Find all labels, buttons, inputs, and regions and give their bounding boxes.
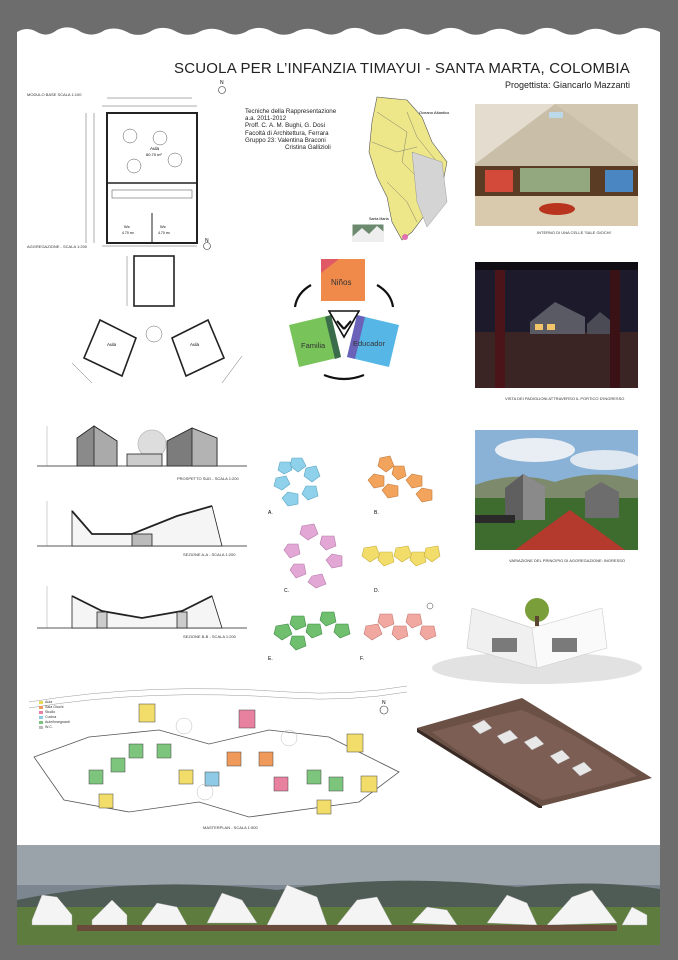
elevations-sections bbox=[32, 416, 247, 638]
night-photo bbox=[475, 262, 638, 388]
caption-aggregation: AGGREGAZIONE - SCALA 1:200 bbox=[27, 244, 88, 249]
variant-a bbox=[274, 458, 320, 506]
panorama-render bbox=[17, 845, 660, 945]
caption-interior: INTERNO DI UNA CELLE 'SALE GIOCHI' bbox=[537, 230, 612, 235]
variant-b bbox=[368, 456, 432, 502]
svg-text:4.70 m²: 4.70 m² bbox=[122, 231, 134, 235]
svg-text:Aula: Aula bbox=[107, 342, 117, 347]
aggregation-plan bbox=[62, 238, 257, 393]
svg-text:Wc: Wc bbox=[124, 224, 130, 229]
masterplan-legend: Aula Sala Giochi Studio Cucina Aule/Insegnanti W.C. bbox=[39, 700, 70, 730]
svg-text:Aula: Aula bbox=[150, 146, 160, 151]
familia-label: Familia bbox=[301, 341, 326, 350]
svg-text:Santa Marta: Santa Marta bbox=[369, 217, 389, 221]
caption-south: PROSPETTO SUD - SCALA 1:200 bbox=[177, 476, 239, 481]
svg-text:F.: F. bbox=[360, 656, 364, 662]
concept-diagram bbox=[269, 255, 419, 385]
torn-edge bbox=[17, 26, 660, 46]
educador-label: Educador bbox=[353, 339, 386, 348]
svg-text:Oceano Atlantico: Oceano Atlantico bbox=[419, 110, 450, 115]
svg-text:A.: A. bbox=[268, 510, 273, 516]
caption-module: MODULO BASE SCALA 1:100 bbox=[27, 92, 82, 97]
svg-text:N: N bbox=[382, 700, 386, 706]
svg-text:C.: C. bbox=[284, 588, 289, 594]
location-map bbox=[347, 92, 457, 242]
svg-text:E.: E. bbox=[268, 656, 273, 662]
svg-text:Aula: Aula bbox=[190, 342, 200, 347]
svg-text:4.70 m²: 4.70 m² bbox=[158, 231, 170, 235]
poster-board bbox=[17, 40, 660, 945]
project-info: Tecniche della Rappresentazione a.a. 2011-2012 Proff. C. A. M. Bughi, G. Dosi Facoltà di Architettura, Ferrara Gruppo 23: Valentina Braconi Cristina Gallizioli bbox=[245, 108, 337, 152]
svg-text:60.70 m²: 60.70 m² bbox=[146, 152, 162, 157]
poster-title: SCUOLA PER L’INFANZIA TIMAYUI - SANTA MARTA, COLOMBIA bbox=[174, 60, 630, 77]
variant-c bbox=[284, 524, 342, 588]
svg-text:N: N bbox=[205, 238, 209, 244]
variant-d bbox=[362, 546, 440, 566]
caption-section-aa: SEZIONE A-A - SCALA 1:200 bbox=[183, 552, 236, 557]
entrance-photo bbox=[475, 430, 638, 550]
masterplan bbox=[29, 682, 409, 827]
module-plan bbox=[72, 78, 227, 248]
caption-variation: VARIAZIONE DEL PRINCIPIO DI AGGREGAZIONE: INGRESSO bbox=[509, 558, 626, 563]
interior-photo bbox=[475, 104, 638, 226]
poster-subtitle: Progettista: Giancarlo Mazzanti bbox=[504, 80, 630, 90]
svg-text:Wc: Wc bbox=[160, 224, 166, 229]
caption-section-bb: SEZIONE B-B - SCALA 1:200 bbox=[183, 634, 236, 639]
caption-masterplan: MASTERPLAN - SCALA 1:500 bbox=[203, 825, 258, 830]
svg-text:D.: D. bbox=[374, 588, 379, 594]
north-label: N bbox=[220, 80, 224, 86]
caption-night: VISTA DEI PADIGLIONI ATTRAVERSO IL PORTICO D'INGRESSO bbox=[505, 396, 625, 401]
ninos-label: Niños bbox=[331, 278, 352, 287]
white-model bbox=[412, 588, 657, 690]
site-model bbox=[412, 688, 657, 808]
svg-text:B.: B. bbox=[374, 510, 379, 516]
variant-e bbox=[274, 612, 350, 650]
